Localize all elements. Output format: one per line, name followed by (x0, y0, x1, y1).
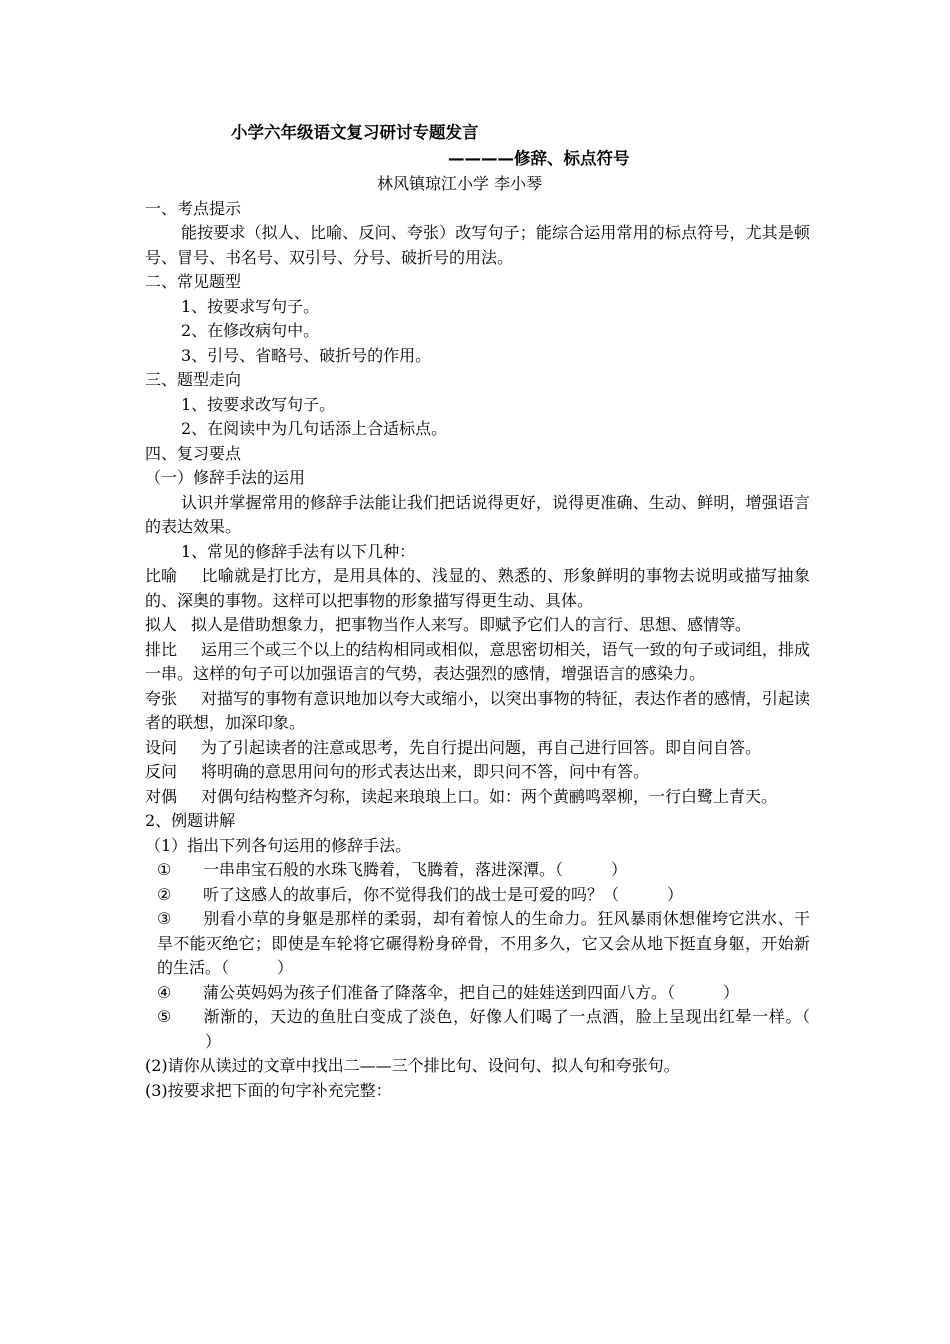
device-term: 比喻 (145, 566, 178, 585)
item-text: 别看小草的身躯是那样的柔弱，却有着惊人的生命力。狂风暴雨休想催垮它洪水、干旱不能灭绝它；即使是车轮将它碾得粉身碎骨，不用多久，它又会从地下挺直身躯，开始新的生活。（ (157, 909, 810, 977)
question-item (145, 883, 810, 908)
device-entry (145, 638, 810, 687)
item-number: ① (157, 860, 172, 879)
bracket-close: ） (277, 958, 294, 977)
device-desc: 对描写的事物有意识地加以夸大或缩小，以突出事物的特征，表达作者的感情，引起读者的联想，加深印象。 (145, 688, 810, 732)
item-number: ⑤ (157, 1007, 172, 1026)
device-desc: 比喻就是打比方，是用具体的、浅显的、熟悉的、形象鲜明的事物去说明或描写抽象的、深奥的事物。这样可以把事物的形象描写得更生动、具体。 (145, 566, 810, 610)
doc-title: 小学六年级语文复习研讨专题发言 (231, 123, 479, 142)
device-entry (145, 760, 810, 785)
question-item (145, 907, 810, 981)
section-heading: 三、题型走向 (145, 370, 242, 389)
device-desc: 为了引起读者的注意或思考，先自行提出问题，再自己进行回答。即自问自答。 (201, 737, 762, 757)
paragraph: 能按要求（拟人、比喻、反问、夸张）改写句子；能综合运用常用的标点符号，尤其是顿号、冒号、书名号、双引号、分号、破折号的用法。 (145, 223, 810, 267)
device-desc: 运用三个或三个以上的结构相同或相似，意思密切相关，语气一致的句子或词组，排成一串。这样的句子可以加强语言的气势，表达强烈的感情，增强语言的感染力。 (145, 639, 810, 683)
question-item (145, 858, 810, 883)
item-text: 蒲公英妈妈为孩子们准备了降落伞，把自己的娃娃送到四面八方。（ (203, 982, 676, 1002)
list-item: 1、按要求写句子。 (181, 296, 320, 316)
device-entry (145, 736, 810, 761)
device-term: 排比 (145, 639, 178, 659)
question-item (145, 981, 810, 1006)
examples-title: 2、例题讲解 (145, 811, 236, 830)
doc-author: 林风镇琼江小学 李小琴 (377, 174, 543, 193)
item-text: 渐渐的，天边的鱼肚白变成了淡色，好像人们喝了一点酒，脸上呈现出红晕一样。（ (203, 1007, 810, 1026)
bracket-close: ） (611, 860, 628, 879)
device-entry (145, 687, 810, 736)
device-entry (145, 785, 810, 810)
item-number: ④ (157, 982, 172, 1002)
item-text: 听了这感人的故事后，你不觉得我们的战士是可爱的吗？（ (203, 884, 620, 904)
device-term: 设问 (145, 737, 178, 757)
section-heading: 一、考点提示 (145, 198, 242, 218)
question-3: (3)按要求把下面的句字补充完整： (145, 1080, 392, 1100)
document-page (145, 120, 810, 1103)
list-item: 1、按要求改写句子。 (181, 394, 336, 414)
list-item: 2、在修改病句中。 (181, 321, 320, 340)
device-term: 反问 (145, 762, 178, 781)
device-desc: 拟人是借助想象力，把事物当作人来写。即赋予它们人的言行、思想、感情等。 (191, 615, 752, 634)
list-item: 3、引号、省略号、破折号的作用。 (181, 345, 432, 365)
question-1: （1）指出下列各句运用的修辞手法。 (145, 835, 412, 855)
paragraph: 认识并掌握常用的修辞手法能让我们把话说得更好，说得更准确、生动、鲜明，增强语言的表达效果。 (145, 492, 810, 536)
device-entry (145, 613, 810, 638)
bracket-close: ） (205, 1031, 222, 1051)
list-item: 2、在阅读中为几句话添上合适标点。 (181, 419, 448, 438)
device-term: 对偶 (145, 786, 178, 806)
item-number: ③ (157, 909, 172, 928)
section-heading: 二、常见题型 (145, 272, 242, 291)
device-term: 夸张 (145, 688, 178, 708)
list-title: 1、常见的修辞手法有以下几种： (181, 541, 416, 561)
device-entry (145, 564, 810, 613)
item-text: 一串串宝石般的水珠飞腾着，飞腾着，落进深潭。（ (203, 860, 564, 879)
bracket-close: ） (723, 982, 740, 1002)
subsection-heading: （一）修辞手法的运用 (145, 468, 306, 487)
device-desc: 对偶句结构整齐匀称，读起来琅琅上口。如：两个黄鹂鸣翠柳，一行白鹭上青天。 (201, 786, 778, 806)
doc-subtitle: ————修辞、标点符号 (448, 149, 630, 168)
question-item (145, 1005, 810, 1054)
device-term: 拟人 (145, 615, 178, 634)
section-heading: 四、复习要点 (145, 443, 242, 463)
question-2: (2)请你从读过的文章中找出二——三个排比句、设问句、拟人句和夸张句。 (145, 1056, 680, 1075)
item-number: ② (157, 884, 172, 904)
device-desc: 将明确的意思用问句的形式表达出来，即只问不答，问中有答。 (201, 762, 650, 781)
bracket-close: ） (667, 884, 684, 904)
